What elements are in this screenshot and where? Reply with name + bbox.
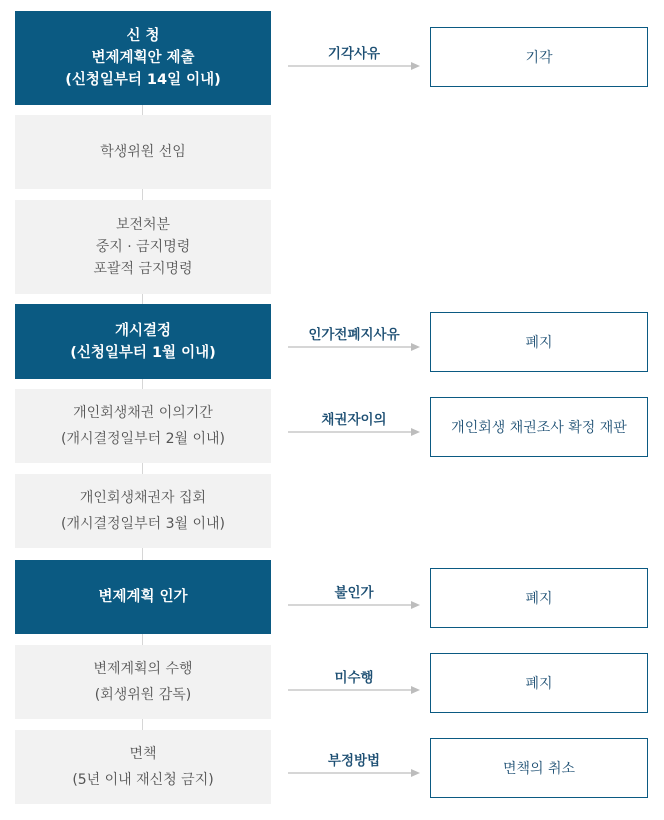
step-objection-deadline: (개시결정일부터 2월 이내): [61, 431, 225, 447]
step-perform-note: (회생위원 감독): [94, 687, 192, 703]
step-creditors-title: 개인회생채권자 집회: [79, 490, 207, 506]
step-discharge: [15, 730, 271, 804]
branch-reason-label: 채권자이의: [321, 412, 387, 428]
step-apply-deadline: (신청일부터 14일 이내): [65, 72, 221, 88]
step-preserve-line: 포괄적 금지명령: [93, 261, 193, 277]
step-apply-line: 변제계획안 제출: [91, 50, 195, 66]
step-apply: [15, 11, 271, 105]
outcome-abolish: 폐지: [430, 653, 648, 713]
step-trustee: [15, 115, 271, 189]
step-discharge-title: 면책: [129, 746, 157, 762]
outcome-abolish: 폐지: [430, 312, 648, 372]
step-objection: [15, 389, 271, 463]
right-arrow-icon: [288, 767, 420, 779]
right-arrow-icon: [288, 684, 420, 696]
branch-non-approval: [288, 581, 420, 611]
flow-connector: [142, 189, 143, 200]
step-apply-title: 신 청: [126, 28, 160, 44]
branch-reason-label: 기각사유: [327, 46, 381, 62]
flow-connector: [142, 719, 143, 730]
step-preserve: [15, 200, 271, 294]
step-commence-title: 개시결정: [114, 322, 172, 339]
step-preserve-title: 보전처분: [115, 217, 171, 233]
right-arrow-icon: [288, 599, 420, 611]
step-creditors: [15, 474, 271, 548]
step-commence: [15, 304, 271, 379]
flow-connector: [142, 105, 143, 115]
branch-reason-label: 부정방법: [327, 753, 381, 769]
outcome-claim-trial: 개인회생 채권조사 확정 재판: [430, 397, 648, 457]
branch-pre-approval-abolish: [288, 323, 420, 353]
branch-creditor-objection: [288, 408, 420, 438]
outcome-abolish: 폐지: [430, 568, 648, 628]
right-arrow-icon: [288, 341, 420, 353]
branch-dismissal: [288, 42, 420, 72]
step-trustee-title: 학생위원 선임: [100, 144, 186, 160]
step-approval-title: 변제계획 인가: [98, 589, 188, 605]
step-creditors-deadline: (개시결정일부터 3월 이내): [61, 516, 225, 532]
step-preserve-line: 중지 · 금지명령: [95, 239, 191, 255]
flow-connector: [142, 634, 143, 645]
step-approval: [15, 560, 271, 634]
step-perform: [15, 645, 271, 719]
branch-reason-label: 인가전폐지사유: [308, 327, 400, 343]
step-discharge-note: (5년 이내 재신청 금지): [72, 772, 214, 788]
outcome-dismissal: 기각: [430, 27, 648, 87]
outcome-discharge-revoked: 면책의 취소: [430, 738, 648, 798]
branch-reason-label: 불인가: [334, 585, 374, 601]
flow-connector: [142, 548, 143, 560]
flow-connector: [142, 379, 143, 389]
right-arrow-icon: [288, 60, 420, 72]
branch-non-performance: [288, 666, 420, 696]
step-perform-title: 변제계획의 수행: [93, 661, 193, 677]
flow-connector: [142, 463, 143, 474]
flow-connector: [142, 294, 143, 304]
step-commence-deadline: (신청일부터 1월 이내): [70, 344, 216, 361]
right-arrow-icon: [288, 426, 420, 438]
step-objection-title: 개인회생채권 이의기간: [73, 405, 213, 421]
branch-reason-label: 미수행: [334, 670, 374, 686]
branch-fraud: [288, 749, 420, 779]
